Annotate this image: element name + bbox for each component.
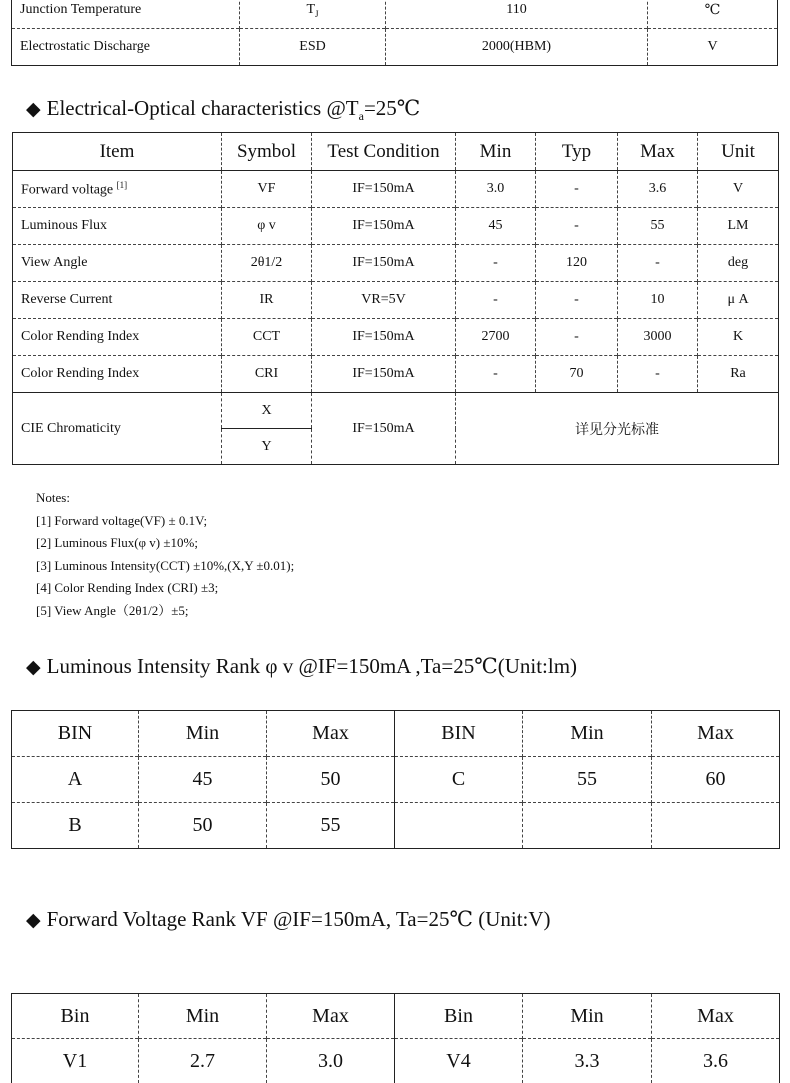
table-header-row [12,711,780,757]
header-unit: Unit [698,133,779,171]
symbol-cell: IR [222,282,312,319]
min-cell: 2700 [456,319,536,356]
table-row [13,208,779,245]
header-typ: Typ [536,133,618,171]
condition-cell: IF=150mA [312,245,456,282]
table-row [12,757,780,803]
param-value: 2000(HBM) [386,29,648,66]
header-min: Min [456,133,536,171]
table-row [12,803,780,849]
typ-cell: - [536,171,618,208]
typ-cell: 120 [536,245,618,282]
symbol-cell: φ v [222,208,312,245]
cie-value-cell: 详见分光标准 [456,393,779,465]
param-name: Junction Temperature [12,0,240,29]
bin-cell: C [395,757,523,803]
table-row [13,319,779,356]
item-cell: Color Rending Index [13,356,222,393]
header-min: Min [523,711,652,757]
note-line: [3] Luminous Intensity(CCT) ±10%,(X,Y ±0.01); [36,555,294,578]
item-cell: Forward voltage [1] [13,171,222,208]
max-cell: 55 [267,803,395,849]
notes-title: Notes: [36,487,294,510]
table-row [13,245,779,282]
header-bin: BIN [12,711,139,757]
min-cell: - [456,356,536,393]
electrical-heading: ◆ Electrical-Optical characteristics $@T_a=25℃$ [26,96,420,124]
item-cell: Color Rending Index [13,319,222,356]
table-row [13,393,779,429]
item-cell: Reverse Current [13,282,222,319]
header-min: Min [139,994,267,1039]
bin-cell: A [12,757,139,803]
header-max: Max [267,711,395,757]
max-cell: 3.6 [618,171,698,208]
min-cell: 3.0 [456,171,536,208]
table-header-row [12,994,780,1039]
unit-cell: V [698,171,779,208]
header-min: Min [523,994,652,1039]
diamond-bullet-icon: ◆ [26,910,41,931]
header-item: Item [13,133,222,171]
max-cell [652,803,780,849]
note-line: [4] Color Rending Index (CRI) ±3; [36,577,294,600]
electrical-optical-table [12,132,779,465]
max-cell: 3.0 [267,1039,395,1083]
min-cell: 3.3 [523,1039,652,1083]
diamond-bullet-icon: ◆ [26,657,41,678]
max-cell: - [618,245,698,282]
min-cell: 50 [139,803,267,849]
unit-cell: LM [698,208,779,245]
header-symbol: Symbol [222,133,312,171]
param-unit: V [648,29,778,66]
luminous-rank-heading: ◆ Luminous Intensity Rank φ v @IF=150mA ,Ta=25℃(Unit:lm) [26,654,577,679]
table-row [13,171,779,208]
max-cell: 3.6 [652,1039,780,1083]
min-cell: 2.7 [139,1039,267,1083]
typ-cell: - [536,319,618,356]
max-cell: - [618,356,698,393]
symbol-cell: CRI [222,356,312,393]
max-cell: 3000 [618,319,698,356]
bin-cell: V4 [395,1039,523,1083]
condition-cell: IF=150mA [312,171,456,208]
typ-cell: - [536,282,618,319]
header-min: Min [139,711,267,757]
absolute-max-table [11,0,778,66]
notes-block [36,487,294,623]
min-cell [523,803,652,849]
max-cell: 10 [618,282,698,319]
table-row [12,1039,780,1083]
max-cell: 55 [618,208,698,245]
param-unit: ℃ [648,0,778,29]
note-line: [2] Luminous Flux(φ v) ±10%; [36,532,294,555]
symbol-cell: X [222,393,312,429]
voltage-rank-table [11,993,780,1083]
header-max: Max [267,994,395,1039]
condition-cell: IF=150mA [312,356,456,393]
diamond-bullet-icon: ◆ [26,99,41,120]
header-bin: Bin [12,994,139,1039]
unit-cell: K [698,319,779,356]
header-max: Max [652,711,780,757]
symbol-cell: VF [222,171,312,208]
voltage-rank-heading: ◆ Forward Voltage Rank VF @IF=150mA, Ta=25℃ (Unit:V) [26,907,551,932]
min-cell: 55 [523,757,652,803]
symbol-cell: Y [222,429,312,465]
table-row [12,0,778,29]
unit-cell: deg [698,245,779,282]
max-cell: 60 [652,757,780,803]
min-cell: - [456,282,536,319]
unit-cell: μ A [698,282,779,319]
bin-cell: V1 [12,1039,139,1083]
luminous-rank-table [11,710,780,849]
bin-cell [395,803,523,849]
min-cell: 45 [139,757,267,803]
param-symbol: ESD [240,29,386,66]
item-cell: Luminous Flux [13,208,222,245]
typ-cell: 70 [536,356,618,393]
table-header-row [13,133,779,171]
header-test-condition: Test Condition [312,133,456,171]
param-value: 110 [386,0,648,29]
condition-cell: IF=150mA [312,208,456,245]
typ-cell: - [536,208,618,245]
max-cell: 50 [267,757,395,803]
param-name: Electrostatic Discharge [12,29,240,66]
note-line: [5] View Angle（2θ1/2）±5; [36,600,294,623]
header-max: Max [618,133,698,171]
min-cell: 45 [456,208,536,245]
header-max: Max [652,994,780,1039]
table-row [13,356,779,393]
min-cell: - [456,245,536,282]
bin-cell: B [12,803,139,849]
param-symbol: $T_J$ [240,0,386,29]
header-bin: BIN [395,711,523,757]
note-line: [1] Forward voltage(VF) ± 0.1V; [36,510,294,533]
unit-cell: Ra [698,356,779,393]
condition-cell: VR=5V [312,282,456,319]
symbol-cell: CCT [222,319,312,356]
symbol-cell: 2θ1/2 [222,245,312,282]
item-cell: CIE Chromaticity [13,393,222,465]
header-bin: Bin [395,994,523,1039]
condition-cell: IF=150mA [312,393,456,465]
table-row [12,29,778,66]
table-row [13,282,779,319]
item-cell: View Angle [13,245,222,282]
condition-cell: IF=150mA [312,319,456,356]
